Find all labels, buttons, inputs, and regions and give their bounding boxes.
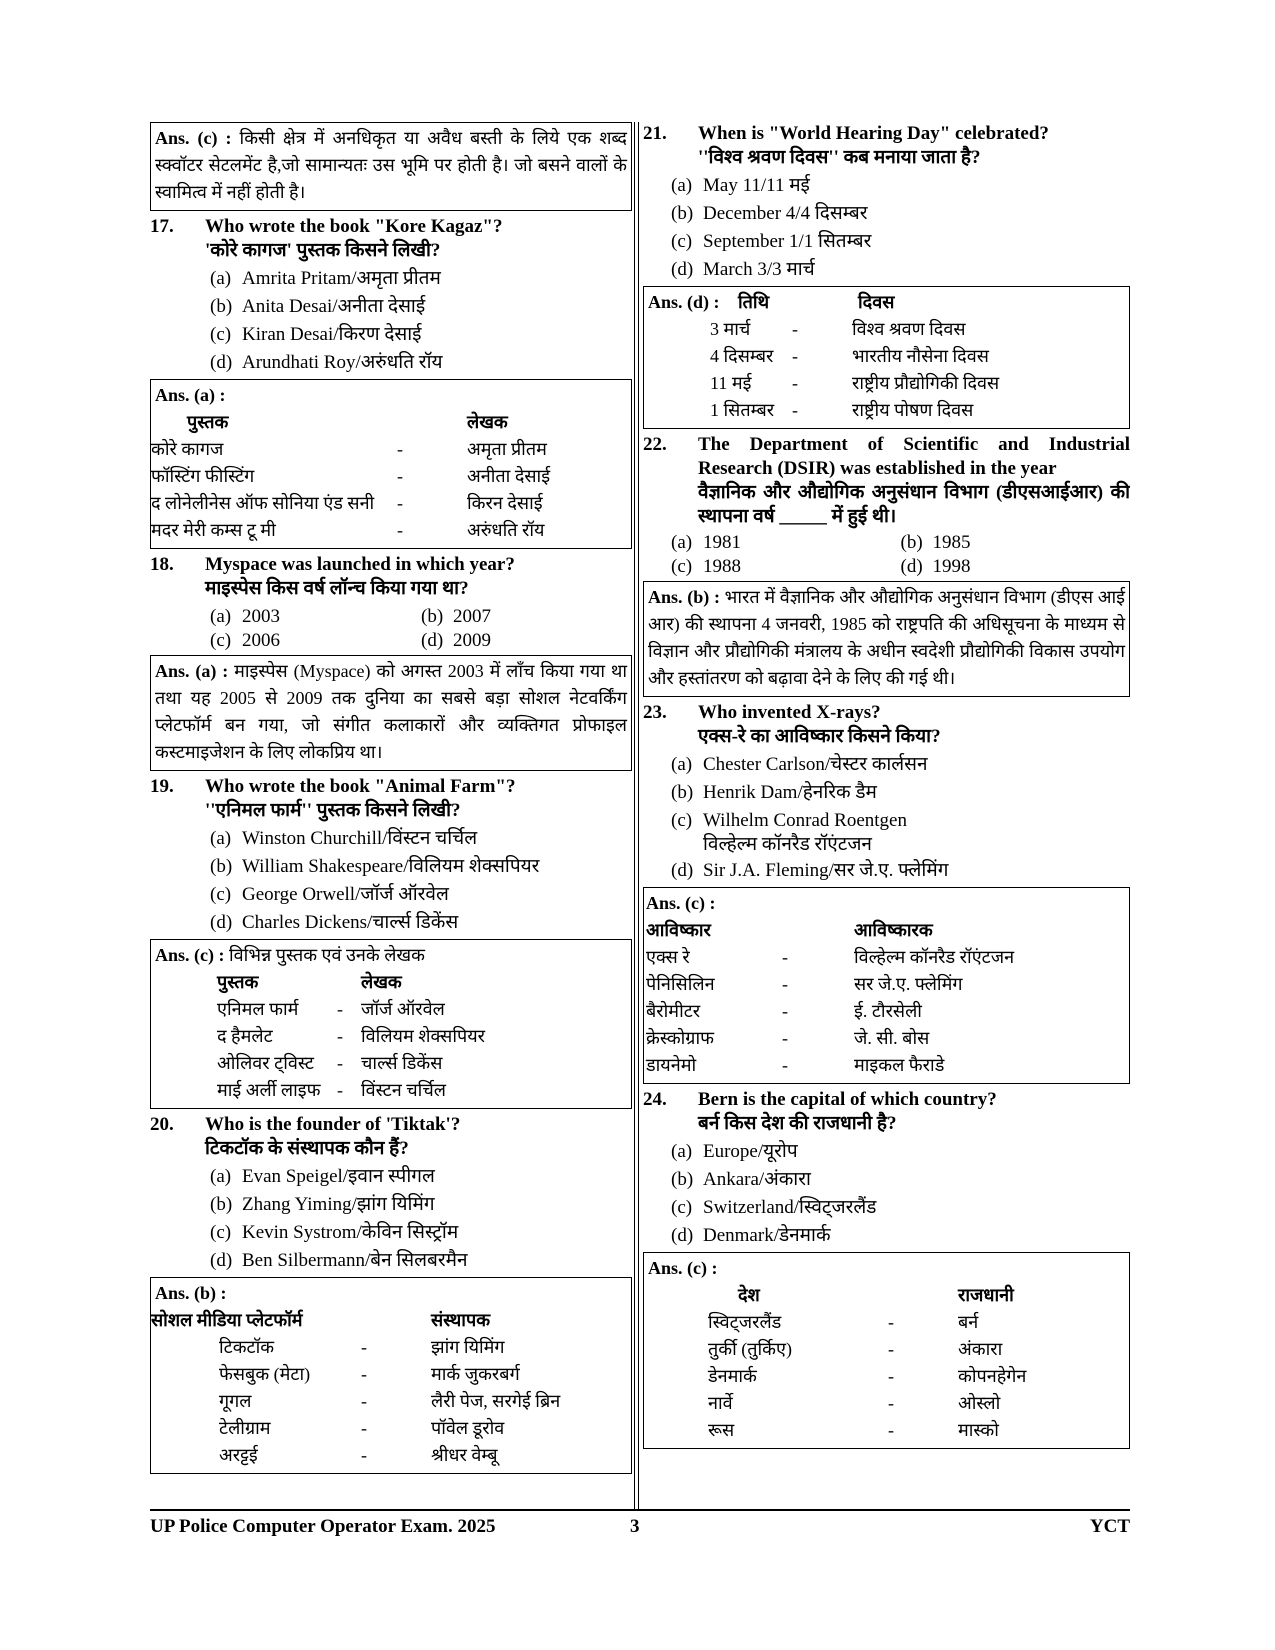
options-19 [150, 825, 632, 937]
table-row: स्विट्जरलैंड - बर्न [708, 1312, 979, 1332]
question-text-en: Who invented X-rays? [698, 702, 881, 723]
table-row: एक्स रे - विल्हेल्म कॉनरैड रॉएंटजन [646, 947, 1015, 967]
option-b: (b) Anita Desai/अनीता देसाई [210, 296, 426, 317]
left-column [150, 122, 632, 1507]
option-a: (a) 1981 [671, 532, 741, 553]
question-text-en: Bern is the capital of which country? [698, 1089, 997, 1110]
option-b: (b) Henrik Dam/हेनरिक डैम [671, 782, 877, 803]
option-c: (c) Kevin Systrom/केविन सिस्ट्रॉम [210, 1222, 459, 1243]
exam-title: UP Police Computer Operator Exam. 2025 [150, 1516, 496, 1537]
option-b: (b) December 4/4 दिसम्बर [671, 203, 868, 224]
answer-box-18 [150, 655, 632, 771]
answer-box-16 [150, 122, 632, 211]
question-number: 18. [150, 554, 174, 575]
table-row: माई अर्ली लाइफ - विंस्टन चर्चिल [217, 1080, 446, 1100]
table-row: टेलीग्राम - पॉवेल डूरोव [219, 1418, 505, 1438]
question-text-hi: वैज्ञानिक और औद्योगिक अनुसंधान विभाग (डीएसआईआर) की स्थापना वर्ष _____ में हुई थी। [698, 482, 1130, 527]
question-21 [643, 122, 1130, 170]
answer-intro: विभिन्न पुस्तक एवं उनके लेखक [229, 945, 425, 965]
table-row: डेनमार्क - कोपनहेगेन [708, 1366, 1027, 1386]
option-c: (c) 1988 [671, 556, 741, 577]
table-row: एनिमल फार्म - जॉर्ज ऑरवेल [217, 999, 445, 1019]
option-b: (b) William Shakespeare/विलियम शेक्सपियर [210, 856, 540, 877]
answer-box-17 [150, 379, 632, 549]
option-d: (d) Charles Dickens/चार्ल्स डिकेंस [210, 912, 459, 933]
answer-table [646, 917, 1125, 1079]
option-d: (d) Arundhati Roy/अरुंधति रॉय [210, 352, 443, 373]
option-d: (d) 2009 [421, 630, 491, 651]
question-17 [150, 215, 632, 263]
question-number: 24. [643, 1089, 667, 1110]
question-number: 23. [643, 702, 667, 723]
option-c: (c) Switzerland/स्विट्जरलैंड [671, 1197, 877, 1218]
table-row: पेनिसिलिन - सर जे.ए. फ्लेमिंग [646, 974, 963, 994]
table-row: क्रेस्कोग्राफ - जे. सी. बोस [646, 1028, 930, 1048]
answer-table [648, 289, 1125, 316]
table-row: 4 दिसम्बर - भारतीय नौसेना दिवस [710, 346, 989, 366]
option-b: (b) Zhang Yiming/झांग यिमिंग [210, 1194, 435, 1215]
question-text-en: Who is the founder of 'Tiktak'? [205, 1114, 461, 1135]
option-b: (b) Ankara/अंकारा [671, 1169, 811, 1190]
option-b: (b) 1985 [900, 532, 971, 553]
question-text-hi: एक्स-रे का आविष्कार किसने किया? [698, 726, 941, 747]
option-c-hindi: विल्हेल्म कॉनरैड रॉएंटजन [703, 834, 872, 855]
question-number: 19. [150, 776, 174, 797]
question-number: 17. [150, 216, 174, 237]
options-21 [643, 172, 1130, 284]
answer-box-22 [643, 581, 1130, 697]
option-a: (a) May 11/11 मई [671, 175, 810, 196]
answer-label: Ans. (a) : [155, 385, 226, 405]
table-row: मदर मेरी कम्स टू मी - अरुंधति रॉय [151, 520, 545, 540]
option-a: (a) Europe/यूरोप [671, 1141, 798, 1162]
publisher-name: YCT [1089, 1516, 1130, 1537]
answer-label: Ans. (d) : [648, 292, 720, 312]
option-d: (d) March 3/3 मार्च [671, 259, 815, 280]
table-row: फॉस्टिंग फीस्टिंग - अनीता देसाई [151, 466, 551, 486]
option-c: (c) George Orwell/जॉर्ज ऑरवेल [210, 884, 449, 905]
table-row: 3 मार्च - विश्व श्रवण दिवस [710, 319, 966, 339]
options-22 [643, 531, 1130, 579]
question-23 [643, 701, 1130, 749]
question-number: 20. [150, 1114, 174, 1135]
question-text-hi: बर्न किस देश की राजधानी है? [698, 1113, 897, 1134]
options-17 [150, 265, 632, 377]
question-19 [150, 775, 632, 823]
option-c: (c) Kiran Desai/किरण देसाई [210, 324, 422, 345]
footer-rule [150, 1509, 1130, 1511]
answer-box-20 [150, 1277, 632, 1474]
answer-text: माइस्पेस (Myspace) को अगस्त 2003 में लाँच किया गया था तथा यह 2005 से 2009 तक दुनिया का सबसे बड़ा सोशल नेटवर्किंग प्लेटफॉर्म बन गया, जो संगीत कलाकारों और व्यक्तिगत प्रोफाइल कस्टमाइजेशन के लिए लोकप्रिय था। [155, 661, 628, 762]
table-row: नार्वे - ओस्लो [708, 1393, 1001, 1413]
table-row: कोरे कागज - अमृता प्रीतम [151, 439, 547, 459]
table-row: 11 मई - राष्ट्रीय प्रौद्योगिकी दिवस [710, 373, 1000, 393]
answer-box-23 [643, 887, 1130, 1084]
right-column [643, 122, 1130, 1507]
question-number: 21. [643, 123, 667, 144]
option-a: (a) Evan Speigel/इवान स्पीगल [210, 1166, 435, 1187]
question-text-en: The Department of Scientific and Industrial Research (DSIR) was established in the year [698, 434, 1130, 479]
table-row: डायनेमो - माइकल फैराडे [646, 1055, 945, 1075]
question-text-en: Myspace was launched in which year? [205, 554, 515, 575]
answer-label: Ans. (c) : [646, 893, 716, 913]
option-b: (b) 2007 [421, 606, 491, 627]
answer-table [151, 1307, 627, 1469]
table-header: पुस्तक लेखक [187, 412, 508, 432]
question-18 [150, 553, 632, 601]
question-text-hi: ''एनिमल फार्म'' पुस्तक किसने लिखी? [205, 800, 461, 821]
column-divider [638, 122, 639, 1509]
answer-table [708, 1282, 1026, 1444]
option-c: (c) Wilhelm Conrad Roentgen [671, 810, 907, 831]
table-header: पुस्तक लेखक [217, 972, 402, 992]
table-row: बैरोमीटर - ई. टौरसेली [646, 1001, 922, 1021]
table-row: टिकटॉक - झांग यिमिंग [219, 1337, 505, 1357]
answer-table [151, 409, 627, 544]
table-row: तुर्की (तुर्किए) - अंकारा [708, 1339, 1003, 1359]
option-c: (c) September 1/1 सितम्बर [671, 231, 872, 252]
table-row: अरट्टई - श्रीधर वेम्बू [219, 1445, 498, 1465]
option-d: (d) 1998 [900, 556, 971, 577]
option-d: (d) Sir J.A. Fleming/सर जे.ए. फ्लेमिंग [671, 860, 949, 881]
question-number: 22. [643, 434, 667, 455]
answer-label: Ans. (c) : [155, 945, 225, 965]
answer-box-21 [643, 286, 1130, 429]
option-d: (d) Ben Silbermann/बेन सिलबरमैन [210, 1250, 468, 1271]
table-row: ओलिवर ट्विस्ट - चार्ल्स डिकेंस [217, 1053, 443, 1073]
options-24 [643, 1138, 1130, 1250]
option-a: (a) Amrita Pritam/अमृता प्रीतम [210, 268, 441, 289]
answer-label: Ans. (b) : [155, 1283, 227, 1303]
options-23 [643, 751, 1130, 885]
table-row: 1 सितम्बर - राष्ट्रीय पोषण दिवस [710, 400, 974, 420]
table-row: द हैमलेट - विलियम शेक्सपियर [217, 1026, 486, 1046]
question-text-en: Who wrote the book "Kore Kagaz"? [205, 216, 503, 237]
options-18 [150, 605, 632, 653]
answer-box-24 [643, 1252, 1130, 1449]
answer-label: Ans. (c) : [648, 1258, 718, 1278]
answer-label: Ans. (a) : [155, 661, 229, 681]
table-row: रूस - मास्को [708, 1420, 999, 1440]
table-header: आविष्कार आविष्कारक [646, 920, 933, 940]
answer-table [217, 969, 485, 1104]
answer-text: भारत में वैज्ञानिक और औद्योगिक अनुसंधान विभाग (डीएस आई आर) की स्थापना 4 जनवरी, 1985 को राष्ट्रपति की अधिसूचना के माध्यम से विज्ञान और प्रौद्योगिकी मंत्रालय के अधीन स्वदेशी प्रौद्योगिकी विकास उपयोग और हस्तांतरण को बढ़ावा देने के लिए की गई थी। [648, 587, 1126, 688]
question-20 [150, 1113, 632, 1161]
options-20 [150, 1163, 632, 1275]
question-text-hi: माइस्पेस किस वर्ष लॉन्च किया गया था? [205, 578, 469, 599]
column-divider [634, 122, 635, 1509]
table-header: देश राजधानी [738, 1285, 1014, 1305]
table-header: Ans. (d) : तिथि दिवस [648, 292, 895, 312]
option-a: (a) Chester Carlson/चेस्टर कार्लसन [671, 754, 928, 775]
question-text-hi: 'कोरे कागज' पुस्तक किसने लिखी? [205, 240, 441, 261]
question-24 [643, 1088, 1130, 1136]
question-text-hi: टिकटॉक के संस्थापक कौन हैं? [205, 1138, 409, 1159]
table-row: फेसबुक (मेटा) - मार्क जुकरबर्ग [219, 1364, 520, 1384]
table-row: द लोनेलीनेस ऑफ सोनिया एंड सनी - किरन देसाई [151, 493, 543, 513]
option-c: (c) 2006 [210, 630, 280, 651]
option-d: (d) Denmark/डेनमार्क [671, 1225, 831, 1246]
answer-box-19 [150, 939, 632, 1109]
answer-label: Ans. (b) : [648, 587, 720, 607]
question-text-hi: ''विश्व श्रवण दिवस'' कब मनाया जाता है? [698, 147, 981, 168]
option-a: (a) Winston Churchill/विंस्टन चर्चिल [210, 828, 478, 849]
table-header: सोशल मीडिया प्लेटफॉर्म संस्थापक [151, 1310, 491, 1330]
answer-text: किसी क्षेत्र में अनधिकृत या अवैध बस्ती के लिये एक शब्द स्क्वॉटर सेटलमेंट है,जो सामान्यतः उस भूमि पर होती है। जो बसने वालों के स्वामित्व में नहीं होती है। [155, 128, 627, 202]
table-row: गूगल - लैरी पेज, सरगेई ब्रिन [219, 1391, 561, 1411]
question-22 [643, 433, 1130, 529]
option-a: (a) 2003 [210, 606, 280, 627]
question-text-en: Who wrote the book "Animal Farm"? [205, 776, 516, 797]
page-number: 3 [630, 1516, 640, 1537]
answer-label: Ans. (c) : [155, 128, 232, 148]
question-text-en: When is "World Hearing Day" celebrated? [698, 123, 1049, 144]
